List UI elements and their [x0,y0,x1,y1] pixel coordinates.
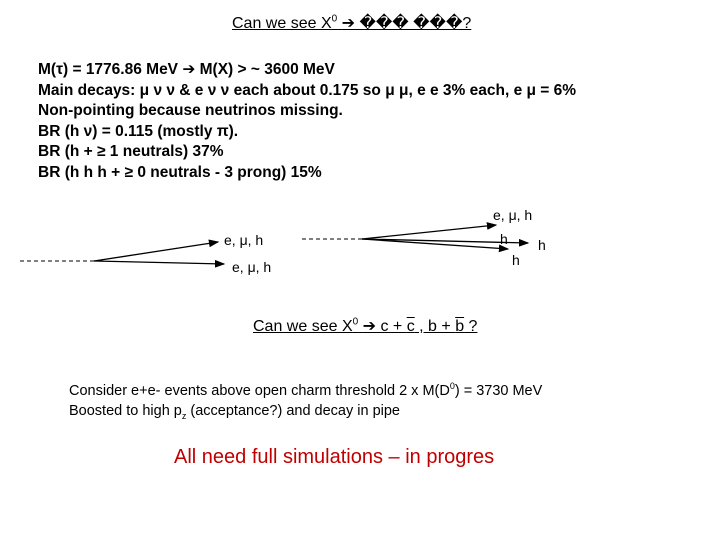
slide-subtitle [253,316,477,336]
title2-sup: 0 [352,316,359,328]
title1-sup: 0 [331,13,338,25]
footer-note: All need full simulations – in progres [174,446,495,468]
bullet-item: BR (h ν) = 0.115 (mostly π). [38,122,239,140]
title1-prefix: Can we see X [232,15,332,32]
bullet-item: Non-pointing because neutrinos missing. [38,102,343,119]
right-label-right: h [538,237,546,253]
bullet-item: BR (h + ≥ 1 neutrals) 37% [38,143,224,160]
daughter-track-upper [94,242,218,261]
arrow-icon: ➔ [341,15,356,32]
arrow-icon: ➔ [362,318,377,335]
right-decay-diagram [302,225,528,249]
para-line-2-sub: z [181,410,187,421]
right-label-mid: h [500,231,508,247]
prong-track-1 [362,225,496,239]
bullet-item: BR (h h h + ≥ 0 neutrals - 3 prong) 15% [38,163,322,181]
title2-cbar: c [406,318,415,335]
title2-mid: , b + [414,318,456,335]
title2-c: c + [380,318,407,335]
right-label-low: h [512,252,520,268]
left-decay-diagram [20,242,224,264]
title2-bbar: b [455,318,465,335]
para-line-2-text: Boosted to high p [69,402,182,419]
para-line-1 [69,376,542,401]
para-line-1-sup: 0 [449,381,455,391]
left-label-top: e, μ, h [224,232,264,248]
para-line-1-tail: ) = 3730 MeV [454,382,543,399]
daughter-track-lower [94,261,224,264]
title1-garbled: ��� ���? [359,15,472,32]
bullet-item: M(τ) = 1776.86 MeV ➔ M(X) > ~ 3600 MeV [38,61,335,78]
para-line-2-tail: (acceptance?) and decay in pipe [186,402,400,419]
bullet-item: Main decays: μ ν ν & e ν ν each about 0.175 so μ μ, e e 3% each, e μ = 6% [38,81,577,99]
para-line-2 [69,401,542,426]
body-paragraph [69,376,542,426]
right-label-top: e, μ, h [493,207,533,223]
para-line-1-text: Consider e+e- events above open charm threshold 2 x M(D [69,382,450,399]
title2-end: ? [464,318,478,335]
left-label-bottom: e, μ, h [232,259,272,275]
title2-prefix: Can we see X [253,318,353,335]
